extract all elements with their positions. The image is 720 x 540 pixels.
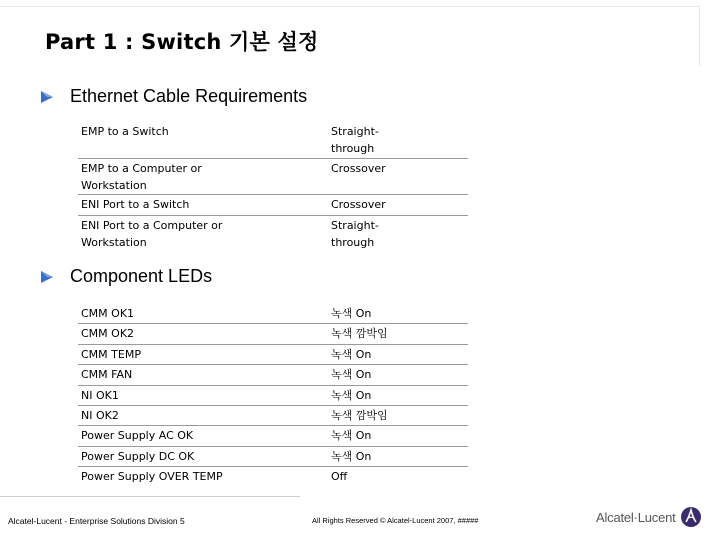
table-row — [78, 216, 468, 253]
cable-type-cell: Straight- through — [331, 125, 379, 155]
led-name-cell: Power Supply DC OK — [81, 449, 195, 463]
title-right-edge — [699, 6, 700, 66]
logo-text: Alcatel·Lucent — [596, 509, 676, 525]
component-leds-table — [78, 304, 468, 488]
table-row — [78, 195, 468, 216]
cable-type-cell: Straight- through — [331, 218, 379, 249]
led-state-cell: 녹색 On — [331, 449, 372, 463]
led-state-cell: 녹색 On — [331, 388, 372, 402]
led-name-cell: CMM FAN — [81, 368, 133, 382]
title-top-rule — [0, 6, 700, 7]
table-row — [78, 324, 468, 344]
led-name-cell: CMM OK1 — [81, 307, 135, 320]
led-state-cell: 녹색 깜박임 — [331, 408, 388, 422]
table-row — [78, 122, 468, 159]
company-logo — [596, 506, 702, 528]
title-bar — [0, 0, 720, 70]
cable-type-cell: Crossover — [331, 161, 386, 175]
connection-cell: EMP to a Computer or Workstation — [81, 161, 202, 192]
triangle-bullet-icon — [40, 270, 54, 284]
connection-cell: EMP to a Switch — [81, 125, 169, 138]
led-state-cell: Off — [331, 470, 348, 484]
led-name-cell: Power Supply OVER TEMP — [81, 470, 223, 484]
cable-section-heading: Ethernet Cable Requirements — [70, 86, 308, 106]
led-section-heading: Component LEDs — [70, 266, 213, 286]
led-name-cell: NI OK2 — [81, 408, 119, 422]
table-row — [78, 345, 468, 365]
led-name-cell: NI OK1 — [81, 388, 119, 402]
footer-copyright-text: All Rights Reserved © Alcatel-Lucent 2007, ##### — [312, 516, 479, 525]
connection-cell: ENI Port to a Computer or Workstation — [81, 218, 223, 249]
led-name-cell: CMM TEMP — [81, 347, 141, 361]
table-row — [78, 304, 468, 324]
table-row — [78, 386, 468, 406]
led-state-cell: 녹색 On — [331, 307, 372, 320]
led-name-cell: CMM OK2 — [81, 327, 135, 341]
led-state-cell: 녹색 On — [331, 368, 372, 382]
table-row — [78, 365, 468, 385]
footer-rule — [0, 496, 300, 497]
led-section-header — [40, 266, 212, 287]
page-title: Part 1 : Switch 기본 설정 — [45, 30, 319, 54]
cable-type-cell: Crossover — [331, 198, 386, 211]
led-state-cell: 녹색 On — [331, 429, 372, 443]
led-name-cell: Power Supply AC OK — [81, 429, 194, 443]
table-row — [78, 467, 468, 487]
connection-cell: ENI Port to a Switch — [81, 198, 190, 211]
table-row — [78, 447, 468, 467]
alcatel-lucent-logo-icon — [680, 506, 702, 528]
led-state-cell: 녹색 깜박임 — [331, 327, 388, 341]
table-row — [78, 406, 468, 426]
triangle-bullet-icon — [40, 90, 54, 104]
cable-requirements-table — [78, 122, 468, 252]
table-row — [78, 159, 468, 196]
cable-section-header — [40, 86, 307, 107]
footer-division-text: Alcatel-Lucent - Enterprise Solutions Division 5 — [8, 516, 185, 526]
led-state-cell: 녹색 On — [331, 347, 372, 361]
table-row — [78, 426, 468, 446]
